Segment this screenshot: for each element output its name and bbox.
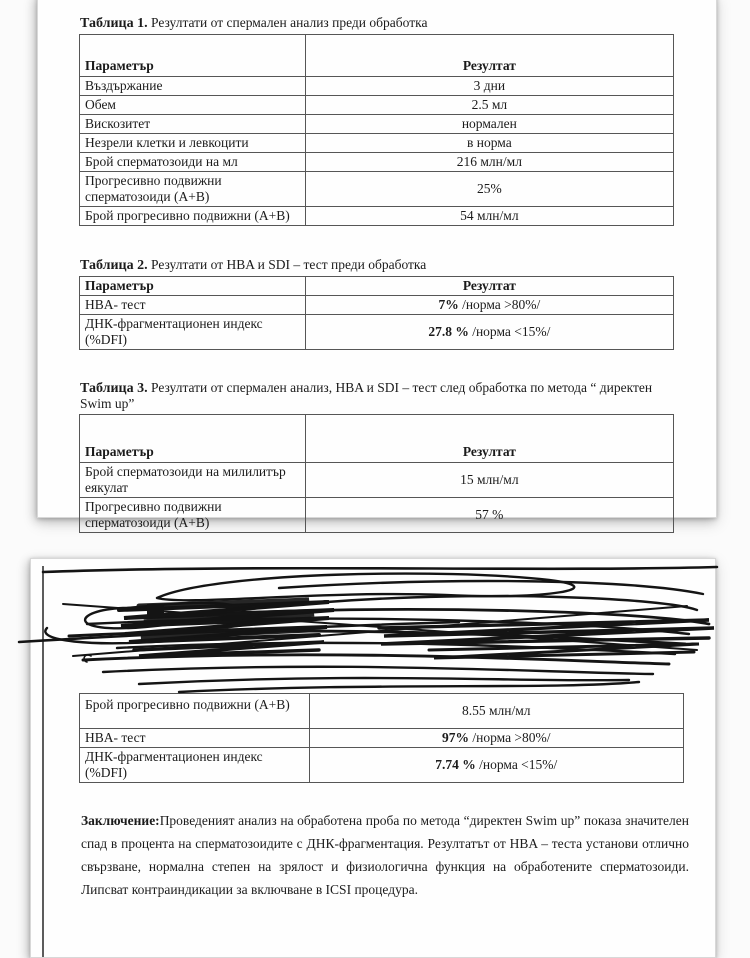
result-cell <box>305 315 673 350</box>
scribble-spacer <box>79 559 682 693</box>
table-row <box>80 96 674 115</box>
table-row <box>80 498 674 533</box>
page2-results-table <box>79 693 684 783</box>
results-table <box>79 414 674 533</box>
results-table <box>79 276 674 350</box>
block-spacer <box>79 226 672 257</box>
result-value: 7.74 % <box>435 757 476 772</box>
result-cell: 216 млн/мл <box>305 153 673 172</box>
result-cell: 3 дни <box>305 77 673 96</box>
table-row <box>80 172 674 207</box>
table-row <box>80 115 674 134</box>
header-row <box>80 35 674 77</box>
header-row <box>80 415 674 463</box>
table-row <box>80 77 674 96</box>
table-title <box>80 380 672 411</box>
conclusion-paragraph <box>81 809 689 901</box>
param-cell: Брой прогресивно подвижни (A+B) <box>80 694 310 729</box>
result-norm-range: /норма >80%/ <box>458 297 541 312</box>
result-cell: в норма <box>305 134 673 153</box>
column-header-param: Параметър <box>80 415 306 463</box>
document-page-2 <box>30 558 716 958</box>
param-cell: HBA- тест <box>80 729 310 748</box>
conclusion-text: Проведеният анализ на обработена проба по метода “директен Swim up” показа значителен спад в процента на сперматозоидите с ДНК-фрагментация. Резултатът от HBA – теста установи отлично свързване, нормална степен на зрялост и физиологична функция на обработените сперматозоиди. Липсват контраиндикации за включване в ICSI процедура. <box>81 813 689 897</box>
table-title-number: Таблица 3. <box>80 381 148 396</box>
result-cell: 54 млн/мл <box>305 207 673 226</box>
table-title-text: Резултати от спермален анализ преди обработка <box>147 15 428 30</box>
result-cell: 2.5 мл <box>305 96 673 115</box>
header-row <box>80 277 674 296</box>
table-title-number: Таблица 2. <box>80 258 148 273</box>
table-row <box>80 729 684 748</box>
table-title-text: Резултати от спермален анализ, HBA и SDI – тест след обработка по метода “ директен Swim up” <box>80 380 653 411</box>
conclusion-label: Заключение: <box>81 813 160 828</box>
result-cell <box>305 296 673 315</box>
table-title <box>80 257 672 273</box>
column-header-param: Параметър <box>80 35 306 77</box>
param-cell: ДНК-фрагментационен индекс (%DFI) <box>80 315 306 350</box>
result-cell <box>309 748 683 783</box>
result-value: 7% <box>438 297 459 312</box>
param-cell: HBA- тест <box>80 296 306 315</box>
result-norm-range: /норма >80%/ <box>468 730 551 745</box>
table-block <box>79 257 672 350</box>
param-cell: Вискозитет <box>80 115 306 134</box>
result-cell: 25% <box>305 172 673 207</box>
table-title-number: Таблица 1. <box>80 16 148 31</box>
table-row <box>80 463 674 498</box>
table-row <box>80 207 674 226</box>
result-cell: 57 % <box>305 498 673 533</box>
result-cell: 15 млн/мл <box>305 463 673 498</box>
result-cell: нормален <box>305 115 673 134</box>
result-norm-range: /норма <15%/ <box>468 324 551 339</box>
table-row <box>80 748 684 783</box>
param-cell: ДНК-фрагментационен индекс (%DFI) <box>80 748 310 783</box>
table-block <box>79 380 672 533</box>
scan-artifact-line <box>42 566 44 957</box>
param-cell: Незрели клетки и левкоцити <box>80 134 306 153</box>
result-norm-range: /норма <15%/ <box>475 757 558 772</box>
table-title-text: Резултати от HBA и SDI – тест преди обработка <box>147 257 427 272</box>
document-page-1 <box>37 0 717 530</box>
param-cell: Обем <box>80 96 306 115</box>
table-row <box>80 134 674 153</box>
table-row <box>80 153 674 172</box>
param-cell: Въздържание <box>80 77 306 96</box>
table-row <box>80 315 674 350</box>
param-cell: Прогресивно подвижни сперматозоиди (A+B) <box>80 498 306 533</box>
table-title <box>80 15 672 31</box>
result-cell <box>309 729 683 748</box>
param-cell: Брой сперматозоиди на милилитър еякулат <box>80 463 306 498</box>
result-cell: 8.55 млн/мл <box>309 694 683 729</box>
column-header-param: Параметър <box>80 277 306 296</box>
result-value: 27.8 % <box>428 324 469 339</box>
column-header-result: Резултат <box>305 35 673 77</box>
block-spacer <box>79 350 672 380</box>
column-header-result: Резултат <box>305 415 673 463</box>
column-header-result: Резултат <box>305 277 673 296</box>
param-cell: Брой прогресивно подвижни (A+B) <box>80 207 306 226</box>
param-cell: Прогресивно подвижни сперматозоиди (A+B) <box>80 172 306 207</box>
page1-table-blocks <box>79 15 672 533</box>
results-table <box>79 34 674 226</box>
result-value: 97% <box>441 730 469 745</box>
table-row <box>80 296 674 315</box>
param-cell: Брой сперматозоиди на мл <box>80 153 306 172</box>
table-row <box>80 694 684 729</box>
table-block <box>79 15 672 226</box>
